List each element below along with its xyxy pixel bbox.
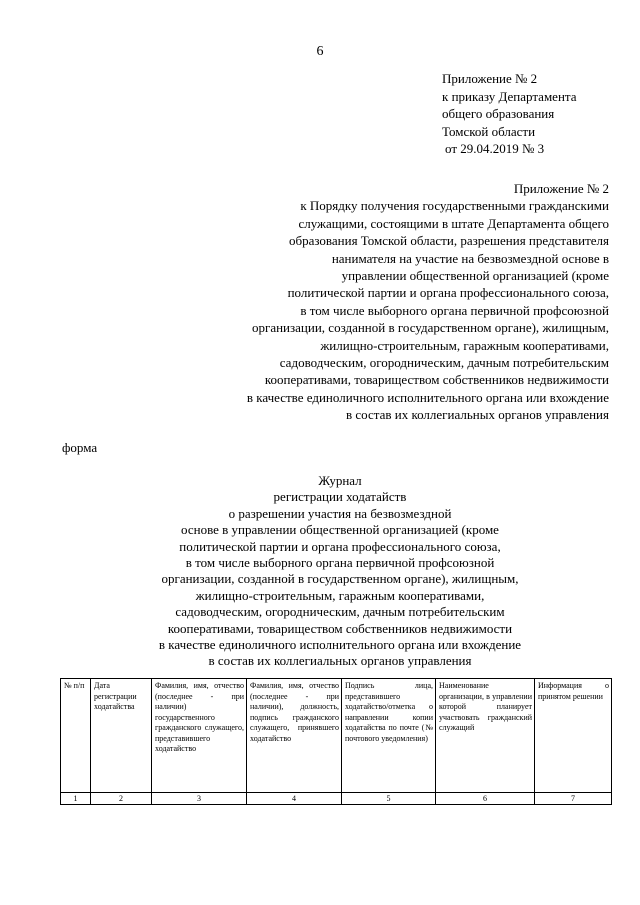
journal-title-line: основе в управлении общественной организацией (кроме: [181, 522, 499, 538]
header-cell-organization: Наименование организации, в управлении которой планирует участвовать гражданский служащий: [436, 679, 535, 793]
table-header-row: [61, 679, 612, 793]
appendix-procedure-line: управлении общественной организацией (кроме: [341, 268, 609, 284]
appendix-procedure-line: в состав их коллегиальных органов управления: [345, 407, 609, 423]
journal-title-line: организации, созданной в государственном органе), жилищным,: [161, 571, 519, 587]
journal-title-line: кооперативами, товариществом собственников недвижимости: [167, 620, 513, 636]
appendix-header-line: от 29.04.2019 № 3: [445, 141, 545, 156]
column-number-cell: 1: [61, 793, 91, 805]
column-number-cell: 6: [436, 793, 535, 805]
page-number: 6: [316, 44, 324, 59]
journal-title: [60, 473, 620, 670]
journal-title-line: жилищно-строительным, гаражным кооперативами,: [195, 587, 485, 603]
header-cell-decision: Информация о принятом решении: [535, 679, 612, 793]
journal-title-line: в состав их коллегиальных органов управления: [208, 653, 472, 669]
journal-title-line: Журнал: [318, 473, 362, 488]
appendix-procedure-line: Приложение № 2: [513, 181, 609, 196]
table-numbering-row: [61, 793, 612, 805]
appendix-procedure-line: в качестве единоличного исполнительного органа или вхождение: [246, 389, 609, 405]
journal-title-line: в качестве единоличного исполнительного органа или вхождение: [158, 637, 522, 653]
appendix-header-line: Приложение № 2: [442, 71, 538, 86]
header-cell-receiver: Фамилия, имя, отчество (последнее - при наличии), должность, подпись гражданского служащего, принявшего ходатайство: [247, 679, 342, 793]
journal-title-line: регистрации ходатайств: [273, 489, 407, 505]
appendix-procedure-line: садоводческим, огородническим, дачным потребительским: [279, 355, 609, 371]
appendix-header-line: Томской области: [442, 123, 536, 139]
header-cell-signature: Подпись лица, представившего ходатайство/отметка о направлении копии ходатайства по почте (№ почтового уведомления): [342, 679, 436, 793]
journal-title-line: политической партии и органа профессионального союза,: [179, 538, 501, 554]
registration-journal-table: [60, 678, 612, 805]
appendix-header-order: [442, 70, 577, 158]
header-cell-date: Дата регистрации ходатайства: [91, 679, 152, 793]
column-number-cell: 3: [152, 793, 247, 805]
appendix-procedure-line: в том числе выборного органа первичной профсоюзной: [300, 302, 609, 318]
appendix-header-line: к приказу Департамента: [442, 88, 577, 104]
appendix-procedure-line: служащими, состоящими в штате Департамента общего: [298, 215, 609, 231]
header-cell-applicant: Фамилия, имя, отчество (последнее - при наличии) государственного гражданского служащего, представившего ходатайство: [152, 679, 247, 793]
appendix-header-procedure: [189, 180, 609, 424]
appendix-procedure-line: политической партии и органа профессионального союза,: [287, 285, 609, 301]
appendix-header-line: общего образования: [442, 106, 555, 121]
journal-title-line: садоводческим, огородническим, дачным потребительским: [175, 604, 505, 620]
appendix-procedure-line: образования Томской области, разрешения представителя: [288, 233, 609, 249]
journal-title-line: в том числе выборного органа первичной профсоюзной: [185, 555, 495, 571]
header-cell-number: № п/п: [61, 679, 91, 793]
appendix-procedure-line: к Порядку получения государственными гражданскими: [300, 198, 609, 214]
column-number-cell: 5: [342, 793, 436, 805]
appendix-procedure-line: нанимателя на участие на безвозмездной основе в: [331, 250, 609, 266]
appendix-procedure-line: кооперативами, товариществом собственников недвижимости: [264, 372, 609, 388]
column-number-cell: 7: [535, 793, 612, 805]
form-label: форма: [62, 440, 98, 455]
column-number-cell: 4: [247, 793, 342, 805]
appendix-procedure-line: жилищно-строительным, гаражным кооперативами,: [320, 337, 609, 353]
journal-title-line: о разрешении участия на безвозмездной: [228, 505, 452, 521]
column-number-cell: 2: [91, 793, 152, 805]
appendix-procedure-line: организации, созданной в государственном органе), жилищным,: [252, 320, 609, 336]
